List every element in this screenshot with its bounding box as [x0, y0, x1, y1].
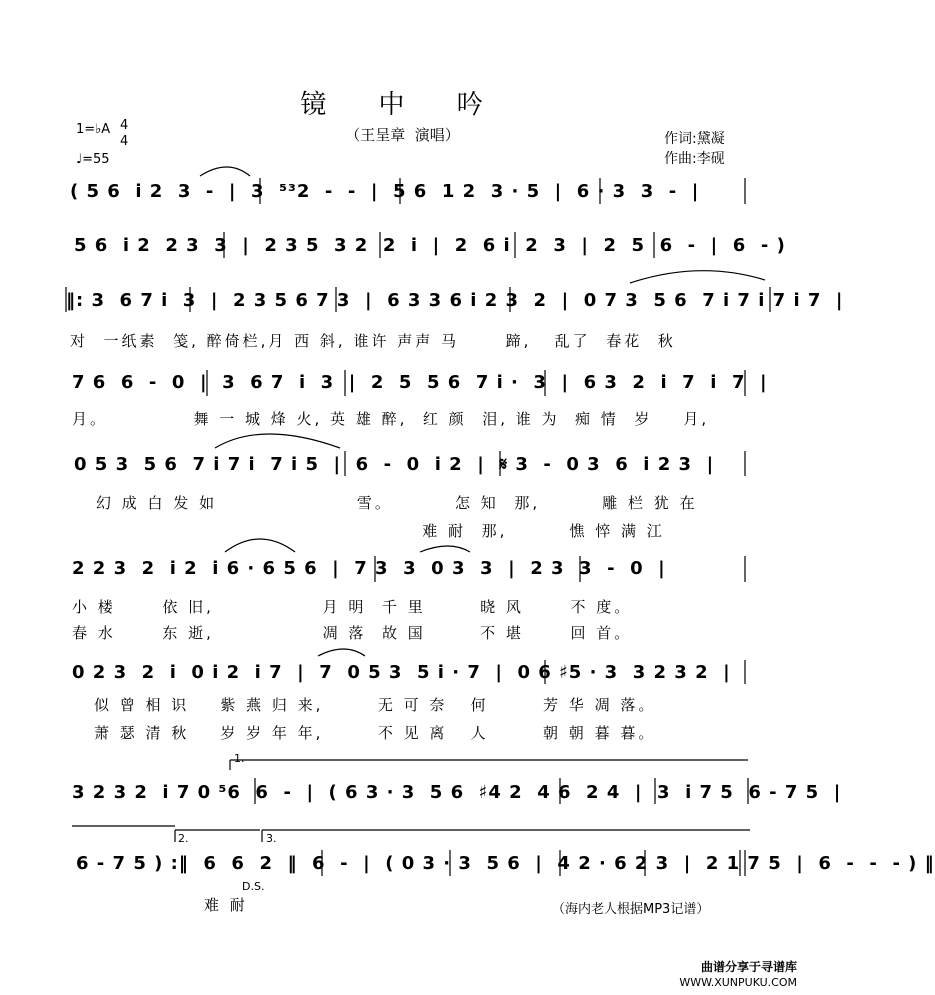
lyric-line-6b: 春 水 东 逝, 凋 落 故 国 不 堪 回 首。 — [72, 624, 633, 642]
score-line-2: 5 6 i 2 2 3 3 | 2 3 5 3 2 2 i | 2 6 i 2 3 | 2 5 6 - | 6 - ) — [74, 235, 786, 256]
score-line-8: 3 2 3 2 i 7 0 ⁵6 6 - | ( 6 3 · 3 5 6 ♯4 2 4 6 2 4 | 3 i 7 5 6 - 7 5 | — [72, 782, 842, 803]
score-line-3: ‖: 3 6 7 i 3 | 2 3 5 6 7 3 | 6 3 3 6 i 2 3 2 | 0 7 3 5 6 7 i 7 i 7 i 7 | — [66, 290, 844, 311]
score-line-7: 0 2 3 2 i 0 i 2 i 7 | 7 0 5 3 5 i · 7 | 0 6 ♯5 · 3 3 2 3 2 | — [72, 662, 731, 683]
score-line-6: 2 2 3 2 i 2 i 6 · 6 5 6 | 7 3 3 0 3 3 | 2 3 3 - 0 | — [72, 558, 666, 579]
lyric-line-5a: 幻 成 白 发 如 雪。 怎 知 那, 雕 栏 犹 在 — [96, 494, 698, 512]
dal-segno: D.S. — [242, 880, 265, 893]
volta-2: 2. — [178, 832, 189, 845]
key-signature: 1=♭A — [76, 122, 111, 137]
lyric-line-3: 对 一纸素 笺, 醉倚栏,月 西 斜, 谁许 声声 马 蹄, 乱了 春花 秋 — [70, 332, 676, 350]
score-line-4: 7 6 6 - 0 | 3 6 7 i 3 | 2 5 5 6 7 i · 3 | 6 3 2 i 7 i 7 | — [72, 372, 768, 393]
song-title: 镜 中 吟 — [300, 90, 505, 120]
watermark-url: WWW.XUNPUKU.COM — [679, 976, 797, 989]
score-line-1: ( 5 6 i 2 3 - | 3 ⁵³2 - - | 5 6 1 2 3 · 5 | 6 · 3 3 - | — [70, 181, 700, 202]
lyric-line-4: 月。 舞 一 城 烽 火, 英 雄 醉, 红 颜 泪, 谁 为 痴 情 岁 月, — [72, 410, 710, 428]
time-signature-top: 4 — [120, 118, 129, 133]
singer-credit: （王呈章 演唱） — [345, 126, 460, 144]
score-line-5: 0 5 3 5 6 7 i 7 i 7 i 5 | 6 - 0 i 2 | 𝄋 3 - 0 3 6 i 2 3 | — [74, 454, 715, 475]
time-signature-bottom: 4 — [120, 134, 129, 149]
lyric-line-7a: 似 曾 相 识 紫 燕 归 来, 无 可 奈 何 芳 华 凋 落。 — [94, 696, 657, 714]
volta-3: 3. — [266, 832, 277, 845]
watermark-title: 曲谱分享于寻谱库 — [700, 960, 797, 974]
lyric-line-9: 难 耐 — [204, 896, 248, 914]
score-line-9: 6 - 7 5 ) :‖ 6 6 2 ‖ 6 - | ( 0 3 · 3 5 6 | 4 2 · 6 2 3 | 2 1 7 5 | 6 - - - ) ‖ — [76, 853, 935, 874]
volta-1: 1. — [234, 752, 245, 765]
transcription-note: （海内老人根据MP3记谱） — [552, 902, 710, 917]
lyric-line-7b: 萧 瑟 清 秋 岁 岁 年 年, 不 见 离 人 朝 朝 暮 暮。 — [94, 724, 657, 742]
composer-credit: 作曲:李砚 — [664, 151, 725, 167]
lyricist-credit: 作词:黛凝 — [664, 131, 725, 147]
lyric-line-6a: 小 楼 依 旧, 月 明 千 里 晓 风 不 度。 — [72, 598, 633, 616]
lyric-line-5b: 难 耐 那, 憔 悴 满 江 — [96, 522, 665, 540]
tempo-marking: ♩=55 — [76, 152, 110, 167]
